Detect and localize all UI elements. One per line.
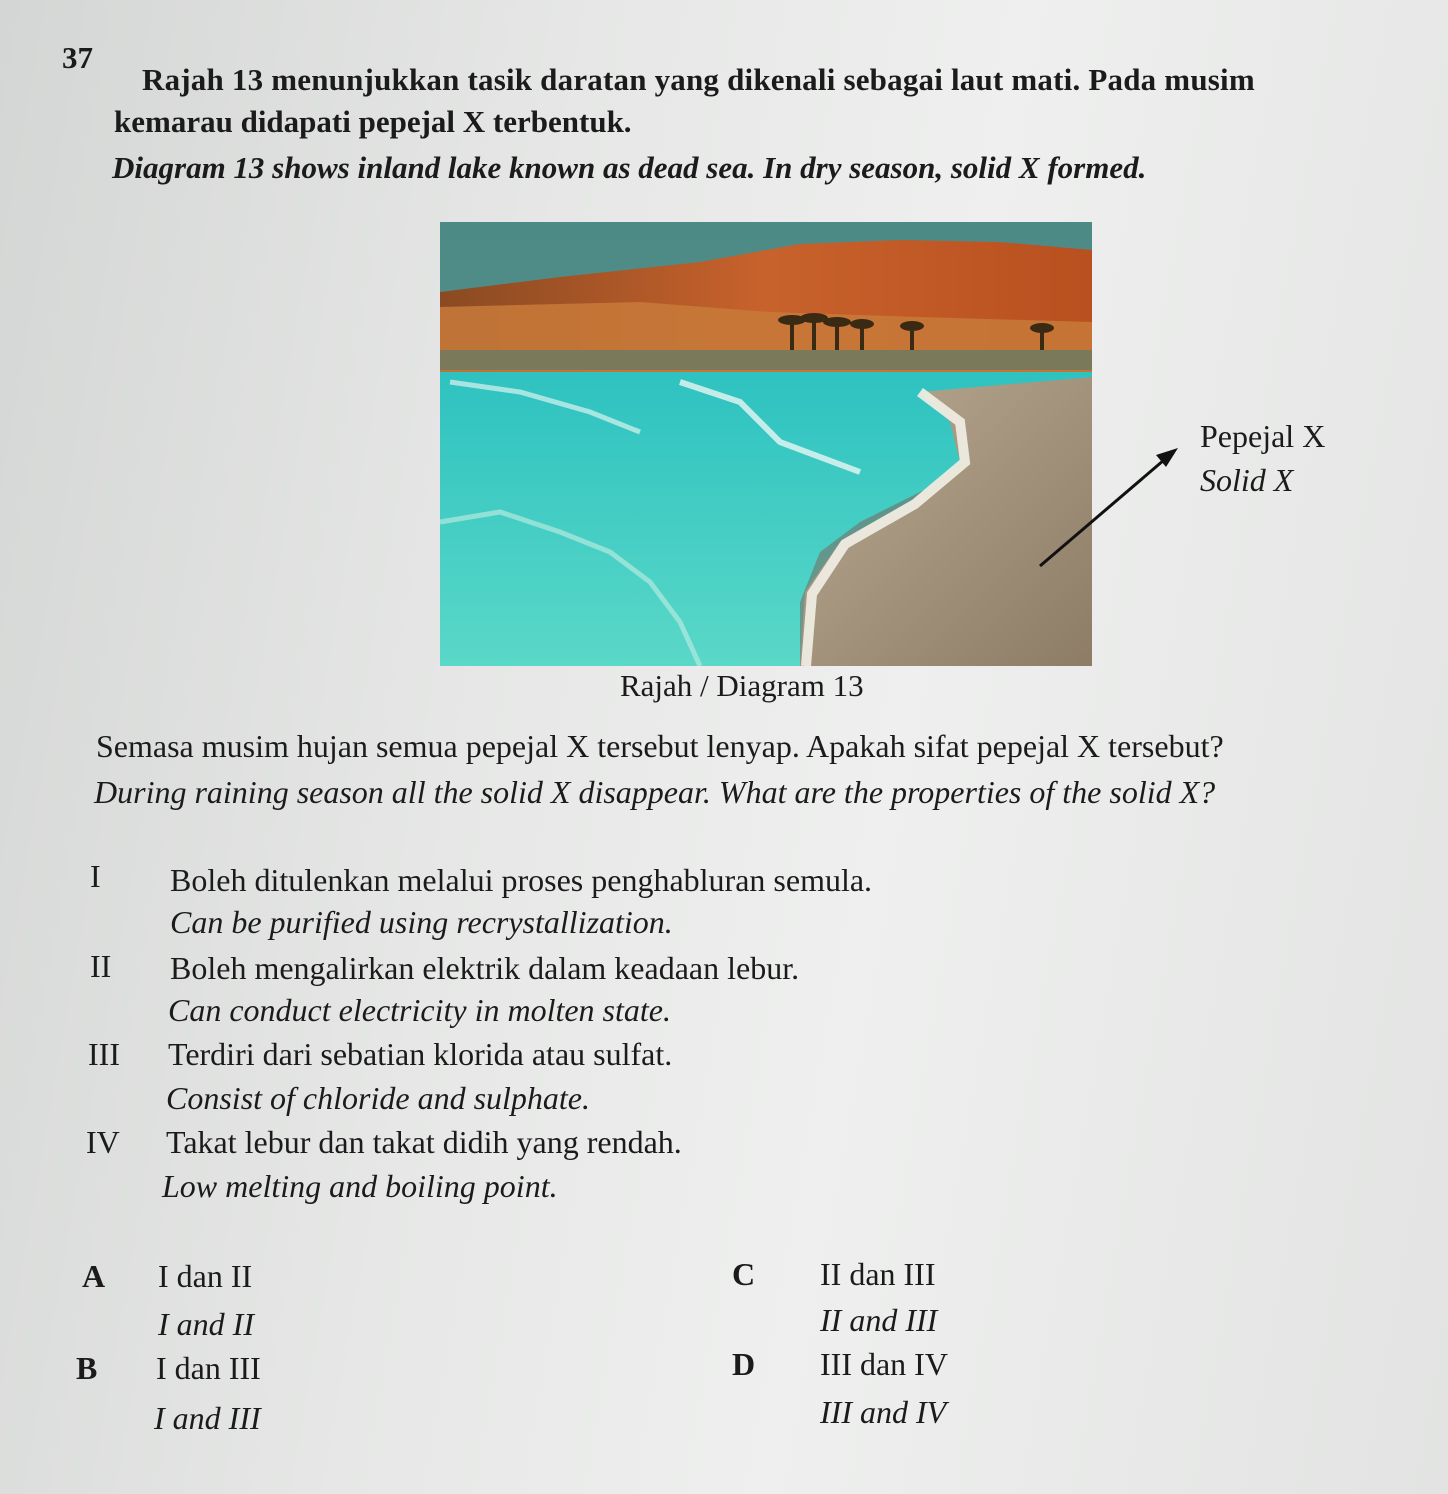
answer-letter[interactable]: A [82, 1258, 106, 1294]
stem-text-en: During raining season all the solid X disappear. What are the properties of the solid X? [94, 774, 1216, 810]
statement-numeral: II [90, 948, 112, 984]
answer-text-en[interactable]: I and II [158, 1306, 254, 1342]
statement-text-ms: Terdiri dari sebatian klorida atau sulfat. [168, 1036, 673, 1072]
statement-numeral: IV [86, 1124, 120, 1160]
stem-text-ms: Semasa musim hujan semua pepejal X tersebut lenyap. Apakah sifat pepejal X tersebut? [96, 728, 1224, 764]
answer-text-ms[interactable]: II dan III [820, 1256, 936, 1292]
answer-text-en[interactable]: II and III [820, 1302, 938, 1338]
dead-sea-illustration [440, 222, 1092, 666]
statement-text-en: Consist of chloride and sulphate. [166, 1080, 590, 1116]
answer-text-ms[interactable]: III dan IV [820, 1346, 948, 1382]
statement-numeral: I [90, 858, 101, 894]
statement-text-ms: Boleh mengalirkan elektrik dalam keadaan lebur. [170, 950, 800, 986]
question-text-ms-line1: Rajah 13 menunjukkan tasik daratan yang dikenali sebagai laut mati. Pada musim [142, 62, 1255, 97]
statement-text-en: Low melting and boiling point. [162, 1168, 558, 1204]
question-text-en: Diagram 13 shows inland lake known as dead sea. In dry season, solid X formed. [112, 150, 1147, 185]
question-text-ms-line2: kemarau didapati pepejal X terbentuk. [114, 104, 632, 139]
answer-text-en[interactable]: III and IV [820, 1394, 947, 1430]
answer-text-ms[interactable]: I dan III [156, 1350, 261, 1386]
statement-text-en: Can conduct electricity in molten state. [168, 992, 671, 1028]
label-solid-x: Solid X [1200, 462, 1294, 498]
answer-letter[interactable]: B [76, 1350, 98, 1386]
answer-text-ms[interactable]: I dan II [158, 1258, 253, 1294]
diagram-caption: Rajah / Diagram 13 [620, 668, 864, 703]
dead-sea-photo [440, 222, 1092, 666]
statement-text-ms: Takat lebur dan takat didih yang rendah. [166, 1124, 682, 1160]
question-number: 37 [62, 40, 93, 75]
label-pepejal-x: Pepejal X [1200, 418, 1326, 454]
answer-letter[interactable]: C [732, 1256, 756, 1292]
answer-letter[interactable]: D [732, 1346, 756, 1382]
statement-text-ms: Boleh ditulenkan melalui proses penghabluran semula. [170, 862, 873, 898]
answer-text-en[interactable]: I and III [154, 1400, 261, 1436]
statement-numeral: III [88, 1036, 120, 1072]
statement-text-en: Can be purified using recrystallization. [170, 904, 673, 940]
